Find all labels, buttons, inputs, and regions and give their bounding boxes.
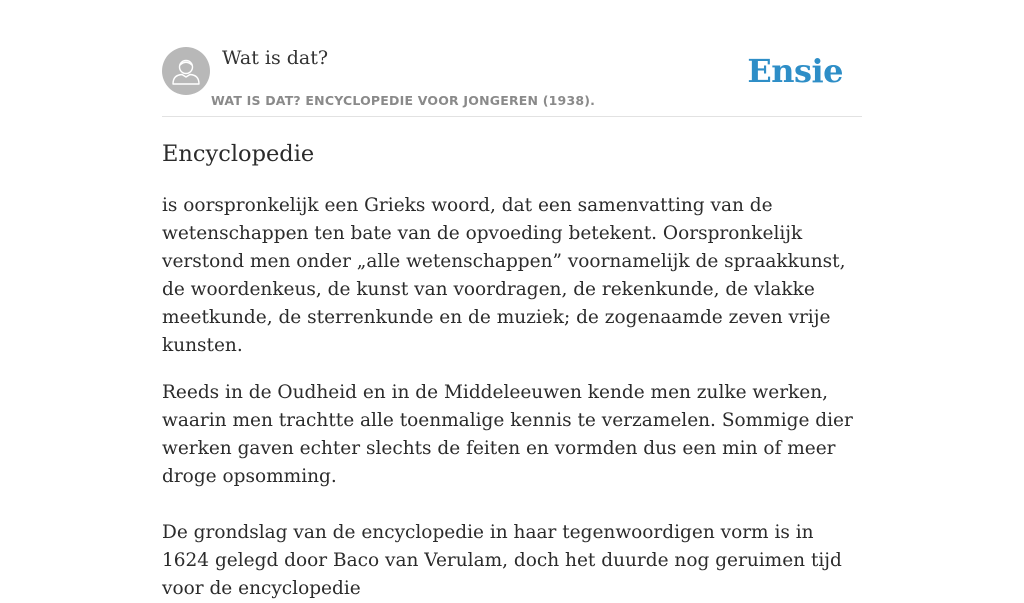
user-avatar-icon[interactable] [162,47,210,95]
brand-logo[interactable]: Ensie [747,52,843,90]
article-paragraph: De grondslag van de encyclopedie in haar tegenwoordigen vorm is in 1624 gelegd door Baco van Verulam, doch het duurde nog geruimen tijd voor de encyclopedie [162,522,842,599]
article-title: Encyclopedie [162,141,315,167]
source-header [162,46,862,117]
source-subtitle: WAT IS DAT? ENCYCLOPEDIE VOOR JONGEREN (1938). [211,93,596,108]
article-content [162,138,862,603]
article-paragraph: Reeds in de Oudheid en in de Middeleeuwen kende men zulke werken, waarin men trachtte alle toenmalige kennis te verzamelen. Sommige dier werken gaven echter slechts de feiten en vormden dus een min of meer droge opsomming. [162,382,853,487]
source-name[interactable]: Wat is dat? [222,47,329,69]
article-paragraph: is oorspronkelijk een Grieks woord, dat een samenvatting van de wetenschappen ten bate van de opvoeding betekent. Oorspronkelijk verstond men onder „alle wetenschappen” voornamelijk de spraakkunst, de woordenkeus, de kunst van voordragen, de rekenkunde, de vlakke meetkunde, de sterrenkunde en de muziek; de zogenaamde zeven vrije kunsten. [162,195,846,356]
